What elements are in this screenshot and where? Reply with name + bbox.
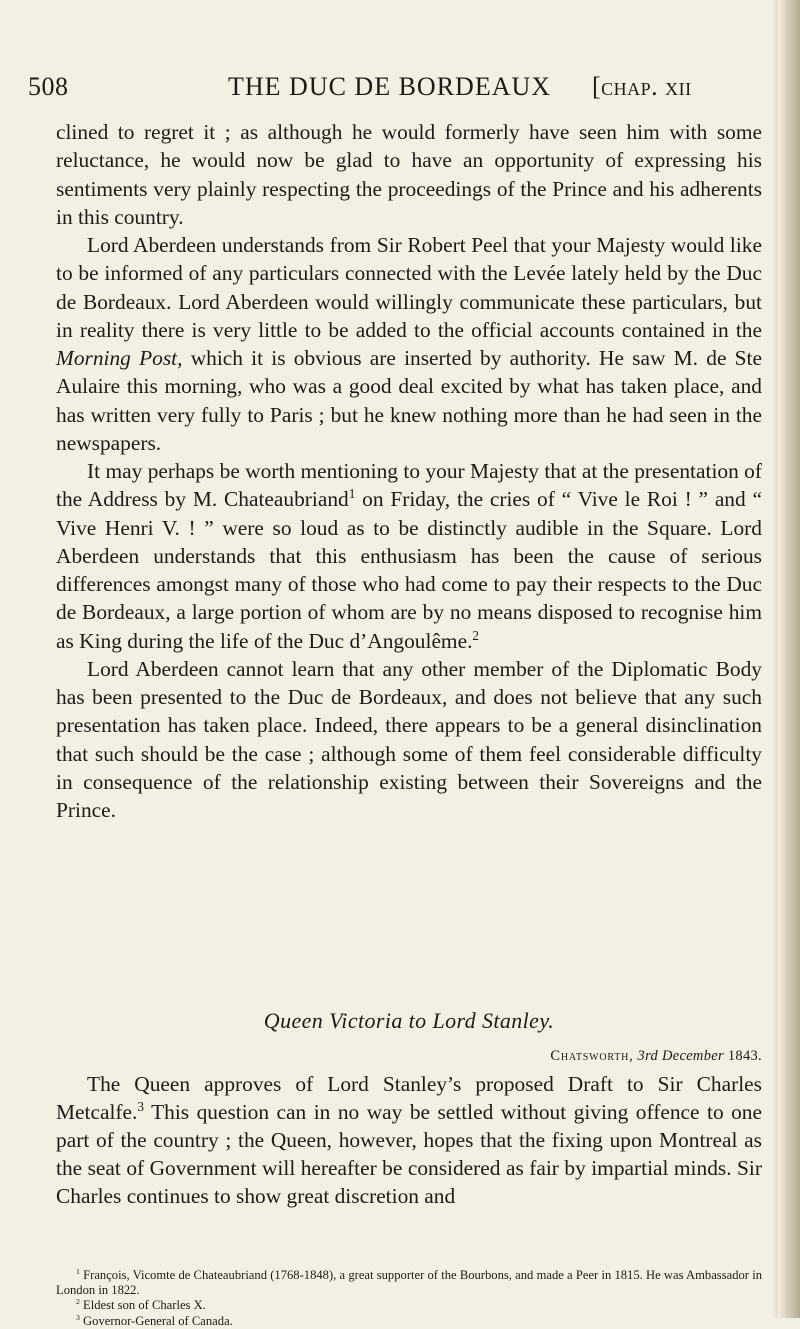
page-number: 508 — [28, 72, 69, 101]
footnote-ref-1: 1 — [348, 486, 356, 502]
footnote-number: 1 — [76, 1266, 80, 1276]
footnote-text: François, Vicomte de Chateaubriand (1768-1848), a great supporter of the Bourbons, and made a Peer in 1815. He was Ambassador in London in 1822. — [56, 1268, 762, 1298]
footnote-number: 2 — [76, 1297, 80, 1307]
running-title: THE DUC DE BORDEAUX — [228, 72, 552, 101]
letter-heading: Queen Victoria to Lord Stanley. — [263, 1008, 555, 1033]
letter-paragraph-1-text-a: The Queen approves of Lord Stanley’s proposed Draft to Sir Charles Metcalfe. — [56, 1072, 762, 1124]
chapter-mark: [chap. xii — [592, 72, 692, 101]
letter-year: 1843. — [723, 1048, 762, 1064]
footnote-2 — [56, 1298, 762, 1313]
page-edge-shadow — [778, 0, 800, 1318]
footnote-number: 3 — [76, 1312, 80, 1322]
footnote-text: Eldest son of Charles X. — [79, 1298, 206, 1313]
paragraph-2-text-a: Lord Aberdeen understands from Sir Robert Peel that your Majesty would like to be informed of any particulars connected with the Levée lately held by the Duc de Bordeaux. Lord Aberdeen would willingly communicate these particulars, but in reality there is very little to be added to the official accounts contained in the — [56, 233, 762, 342]
letter-paragraph-1 — [56, 1070, 762, 1210]
paragraph-4: Lord Aberdeen cannot learn that any other member of the Diplomatic Body has been presented to the Duc de Bordeaux, and does not believe that any such presentation has taken place. Indeed, there appears to be a general disinclination that such should be the case ; although some of them feel considerable difficulty in consequence of the relationship existing between their Sovereigns and the Prince. — [56, 656, 762, 822]
main-text — [56, 118, 762, 824]
footnote-3 — [56, 1314, 762, 1329]
letter-paragraph-1-text-b: This question can in no way be settled without giving offence to one part of the country ; the Queen, however, hopes that the fixing upon Montreal as the seat of Government will hereafter be considered as fair by impartial minds. Sir Charles continues to show great discretion and — [56, 1100, 762, 1208]
letter-dateline — [56, 1048, 762, 1065]
newspaper-title: Morning Post, — [56, 346, 183, 370]
paragraph-2 — [56, 231, 762, 457]
paragraph-2-text-b: which it is obvious are inserted by authority. He saw M. de Ste Aulaire this morning, who was a good deal excited by what has taken place, and has written very fully to Paris ; but he knew nothing more than he had seen in the newspapers. — [56, 346, 762, 455]
letter-body — [56, 1070, 762, 1210]
paragraph-3 — [56, 457, 762, 655]
footnote-text: Governor-General of Canada. — [79, 1313, 233, 1328]
page-header — [28, 72, 776, 112]
paragraph-3-text-b: on Friday, the cries of “ Vive le Roi ! ” and “ Vive Henri V. ! ” were so loud as to be distinctly audible in the Square. Lord Aberdeen understands that this enthusiasm has been the cause of serious differences amongst many of those who had come to pay their respects to the Duc de Bordeaux, a large portion of whom are by no means disposed to recognise him as King during the life of the Duc d’Angoulême. — [56, 487, 762, 653]
letter-date: 3rd December — [637, 1048, 724, 1064]
footnotes — [56, 1268, 762, 1329]
paragraph-1: clined to regret it ; as although he would formerly have seen him with some reluctance, he would now be glad to have an opportunity of expressing his sentiments very plainly respecting the proceedings of the Prince and his adherents in this country. — [56, 120, 762, 229]
page-edge-gradient — [772, 0, 778, 1318]
footnote-ref-3: 3 — [137, 1098, 144, 1114]
paragraph-3-text-a: It may perhaps be worth mentioning to your Majesty that at the presentation of the Address by M. Chateaubriand — [56, 459, 762, 512]
footnote-ref-2: 2 — [472, 627, 480, 643]
footnote-1 — [56, 1268, 762, 1298]
letter-place: Chatsworth, — [550, 1048, 634, 1064]
